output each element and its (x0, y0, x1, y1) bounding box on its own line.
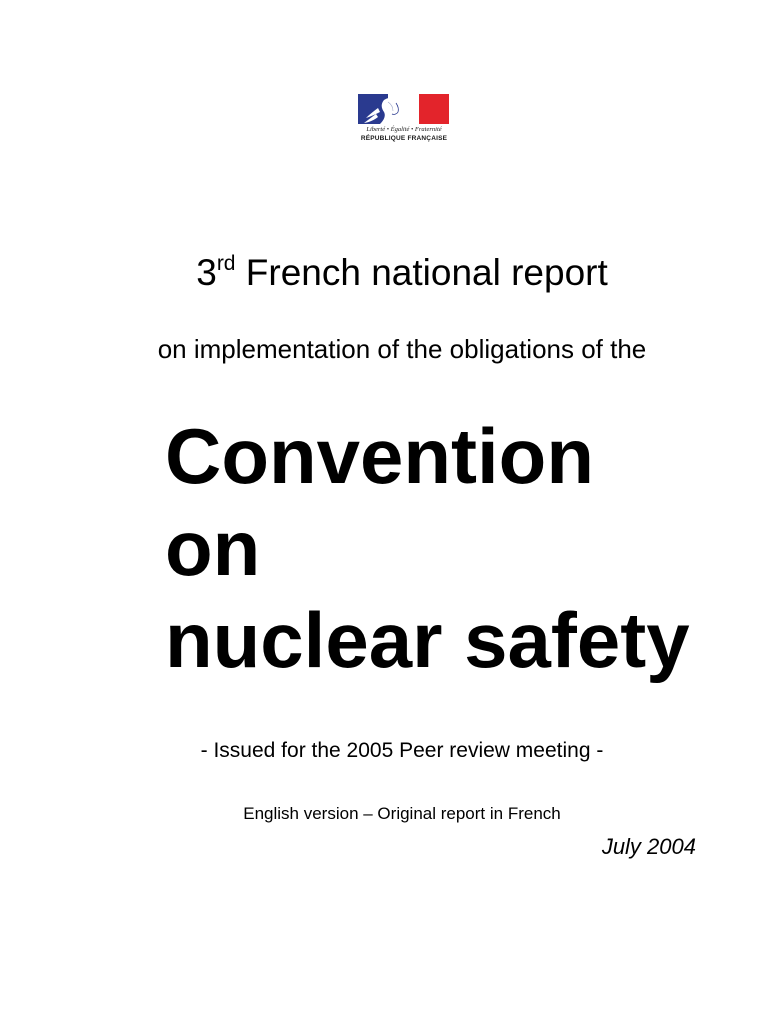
language-note: English version – Original report in French (243, 804, 561, 823)
ordinal-suffix: rd (216, 252, 236, 275)
convention-title (165, 410, 725, 686)
republique-francaise-logo (358, 94, 450, 148)
convention-line-2: on (165, 504, 261, 592)
logo-name: RÉPUBLIQUE FRANÇAISE (360, 135, 448, 142)
marianne-flag-icon (358, 94, 449, 124)
report-date: July 2004 (601, 834, 696, 859)
report-subtitle: on implementation of the obligations of the (157, 334, 647, 364)
convention-line-1: Convention (165, 412, 594, 500)
ordinal-number: 3 (196, 252, 217, 293)
issued-note: - Issued for the 2005 Peer review meeting - (200, 739, 604, 762)
logo-motto: Liberté • Égalité • Fraternité (366, 126, 442, 133)
convention-line-3: nuclear safety (165, 596, 690, 684)
title-rest: French national report (235, 252, 608, 293)
report-title (0, 250, 768, 296)
